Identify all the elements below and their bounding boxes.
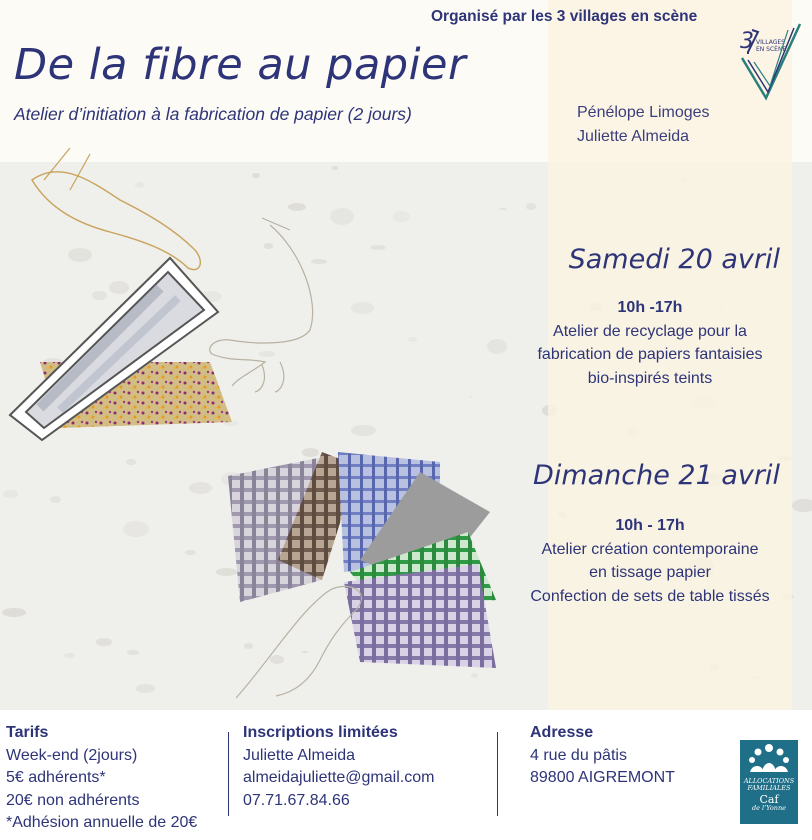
logo-numeral: 3 bbox=[740, 29, 754, 54]
upper-arm-outline bbox=[32, 172, 200, 270]
saturday-line: Atelier de recyclage pour la bbox=[553, 322, 747, 340]
organiser-line: Organisé par les 3 villages en scène bbox=[431, 8, 698, 25]
sunday-line: en tissage papier bbox=[589, 564, 711, 581]
sunday-time: 10h - 17h bbox=[615, 517, 685, 534]
adresse-heading: Adresse bbox=[530, 724, 594, 741]
footer-divider bbox=[228, 732, 229, 816]
saturday-details bbox=[500, 296, 800, 390]
adresse-line: 4 rue du pâtis bbox=[530, 746, 627, 764]
authors bbox=[577, 101, 710, 149]
footer bbox=[0, 710, 812, 840]
sunday-line: Confection de sets de table tissés bbox=[530, 587, 770, 605]
caf-text: FAMILIALES bbox=[747, 784, 791, 792]
saturday-time: 10h -17h bbox=[617, 299, 683, 316]
paper-fiber-fleck bbox=[792, 499, 812, 513]
page-title: De la fibre au papier bbox=[14, 40, 467, 90]
sunday-details bbox=[500, 514, 800, 608]
villages-en-scene-logo-icon bbox=[738, 18, 804, 102]
saturday-line: bio-inspirés teints bbox=[587, 369, 713, 387]
sunday-line: Atelier création contemporaine bbox=[541, 540, 759, 558]
tarifs-line: 5€ adhérents* bbox=[6, 769, 106, 786]
page-subtitle: Atelier d’initiation à la fabrication de papier (2 jours) bbox=[14, 104, 412, 124]
contact-name: Juliette Almeida bbox=[243, 746, 356, 764]
tarifs-line: *Adhésion annuelle de 20€ bbox=[6, 814, 198, 831]
caf-text: ALLOCATIONS bbox=[743, 777, 795, 785]
tarifs-heading: Tarifs bbox=[6, 724, 49, 741]
papermaking-illustration bbox=[0, 140, 512, 700]
inscriptions-section bbox=[243, 722, 434, 812]
caf-brand: Caf bbox=[759, 793, 779, 806]
footer-divider bbox=[497, 732, 498, 816]
caf-region: de l’Yonne bbox=[751, 804, 787, 812]
logo-text-2: EN SCÈNE bbox=[756, 46, 787, 53]
contact-phone[interactable]: 07.71.67.84.66 bbox=[243, 791, 350, 809]
saturday-line: fabrication de papiers fantaisies bbox=[537, 346, 763, 363]
lower-hand-outline bbox=[236, 586, 362, 698]
author-name: Pénélope Limoges bbox=[577, 104, 710, 121]
day-title-saturday: Samedi 20 avril bbox=[568, 244, 780, 275]
paper-fiber-fleck bbox=[526, 203, 536, 210]
family-figures-icon bbox=[740, 740, 798, 774]
day-title-sunday: Dimanche 21 avril bbox=[533, 460, 780, 491]
contact-email-link[interactable]: almeidajuliette@gmail.com bbox=[243, 769, 435, 786]
tarifs-line: Week-end (2jours) bbox=[6, 746, 138, 764]
logo-text-1: VILLAGES bbox=[756, 39, 785, 46]
tarifs-section bbox=[6, 722, 197, 835]
adresse-line: 89800 AIGREMONT bbox=[530, 769, 675, 786]
caf-logo-icon bbox=[740, 740, 798, 824]
right-hand-outline bbox=[210, 225, 313, 392]
adresse-section bbox=[530, 722, 675, 790]
fabric-swatch bbox=[344, 564, 496, 668]
author-name: Juliette Almeida bbox=[577, 128, 690, 145]
tarifs-line: 20€ non adhérents bbox=[6, 791, 140, 809]
inscriptions-heading: Inscriptions limitées bbox=[243, 724, 398, 741]
